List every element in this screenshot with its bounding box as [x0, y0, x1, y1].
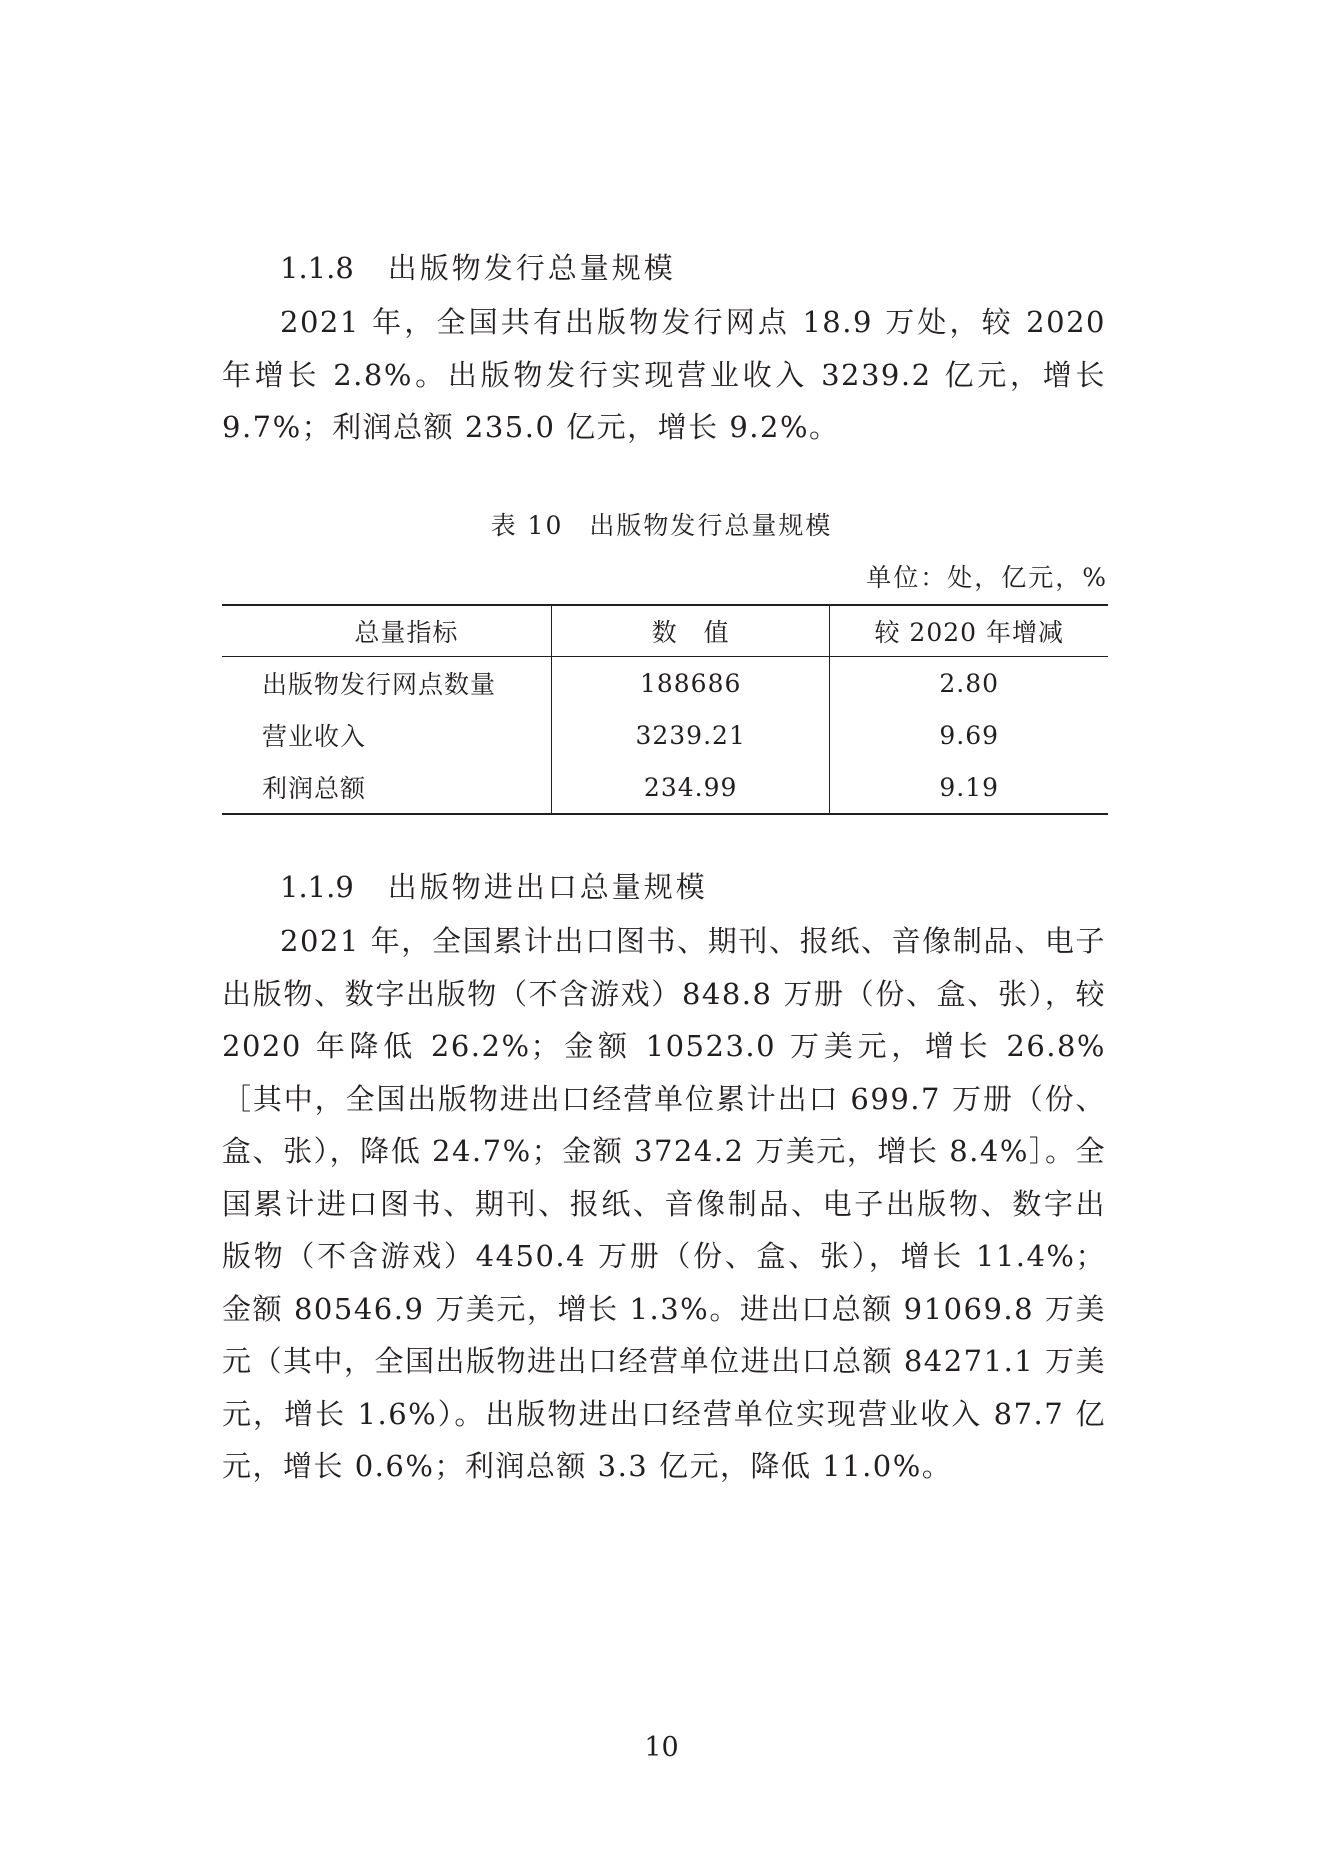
table-cell-value: 234.99	[551, 761, 830, 814]
section-number: 1.1.9	[280, 870, 354, 904]
section-heading-1-1-8	[280, 248, 676, 288]
table-header-cell: 较 2020 年增减	[830, 605, 1108, 657]
section-heading-1-1-9	[280, 867, 708, 907]
section-title: 出版物进出口总量规模	[387, 870, 708, 904]
table-row	[222, 761, 1108, 814]
table-cell-indicator: 营业收入	[262, 722, 367, 751]
section-paragraph-1-1-8: 2021 年，全国共有出版物发行网点 18.9 万处，较 2020 年增长 2.8%。出版物发行实现营业收入 3239.2 亿元，增长 9.7%；利润总额 235.0 亿元，增长 9.2%。	[222, 305, 1106, 444]
table-cell-indicator: 出版物发行网点数量	[262, 670, 497, 699]
table-caption	[0, 506, 1323, 546]
table-cell-change: 9.19	[830, 761, 1108, 814]
table-header-row	[222, 605, 1108, 657]
data-table	[222, 604, 1108, 815]
table-cell-value: 3239.21	[551, 709, 830, 761]
section-title: 出版物发行总量规模	[387, 251, 676, 285]
section-paragraph-1-1-9: 2021 年，全国累计出口图书、期刊、报纸、音像制品、电子出版物、数字出版物（不含游戏）848.8 万册（份、盒、张），较 2020 年降低 26.2%；金额 10523.0 万美元，增长 26.8%［其中，全国出版物进出口经营单位累计出口 699.7 万册（份、盒、张），降低 24.7%；金额 3724.2 万美元，增长 8.4%］。全国累计进口图书、期刊、报纸、音像制品、电子出版物、数字出版物（不含游戏）4450.4 万册（份、盒、张），增长 11.4%；金额 80546.9 万美元，增长 1.3%。进出口总额 91069.8 万美元（其中，全国出版物进出口经营单位进出口总额 84271.1 万美元，增长 1.6%）。出版物进出口经营单位实现营业收入 87.7 亿元，增长 0.6%；利润总额 3.3 亿元，降低 11.0%。	[222, 924, 1106, 1483]
table-unit-note: 单位：处，亿元，%	[866, 563, 1108, 592]
table-caption-number: 表 10	[490, 511, 564, 540]
table-header-cell: 数 值	[551, 605, 830, 657]
table-cell-change: 9.69	[939, 720, 1000, 750]
table-cell-change: 2.80	[939, 668, 1000, 698]
table-cell-value: 188686	[551, 657, 830, 710]
page-number: 10	[644, 1732, 679, 1763]
table-header-cell: 总量指标	[222, 605, 551, 657]
table-caption-title: 出版物发行总量规模	[589, 511, 833, 540]
section-number: 1.1.8	[280, 251, 354, 285]
table-cell-indicator: 利润总额	[222, 761, 551, 814]
table-row	[222, 709, 1108, 761]
table-row	[222, 657, 1108, 710]
